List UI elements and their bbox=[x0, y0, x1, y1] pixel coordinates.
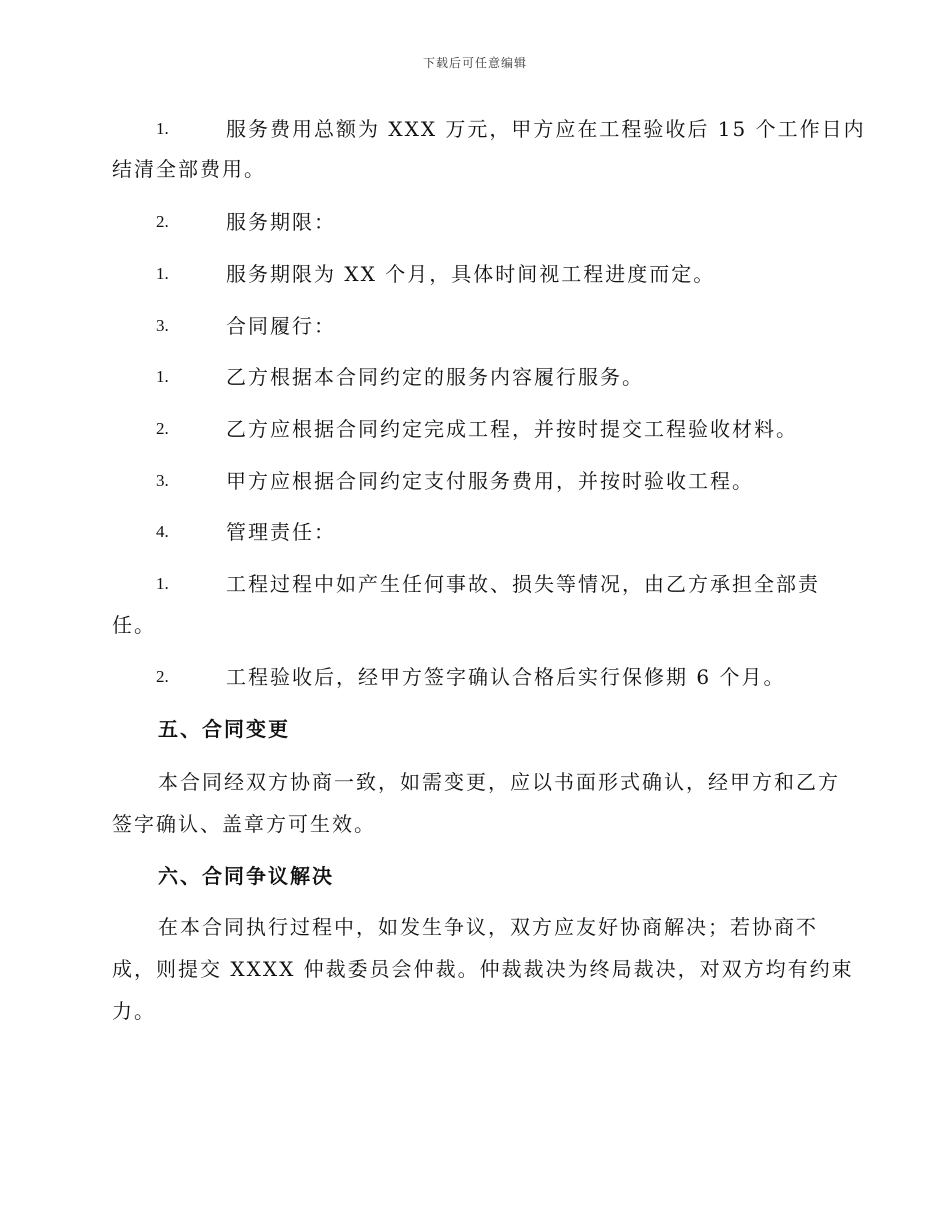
paragraph-line: 本合同经双方协商一致，如需变更，应以书面形式确认，经甲方和乙方 bbox=[158, 770, 840, 794]
section-heading: 六、合同争议解决 bbox=[158, 864, 334, 888]
list-item-continuation: 任。 bbox=[112, 613, 156, 637]
paragraph-line: 签字确认、盖章方可生效。 bbox=[112, 812, 376, 836]
list-item-number: 4. bbox=[156, 522, 169, 541]
list-item-number: 1. bbox=[156, 367, 169, 386]
list-item-number: 2. bbox=[156, 212, 169, 231]
list-item-text: 工程过程中如产生任何事故、损失等情况，由乙方承担全部责 bbox=[226, 572, 820, 596]
list-item-number: 2. bbox=[156, 667, 169, 686]
section-heading: 五、合同变更 bbox=[158, 717, 290, 741]
list-item-number: 3. bbox=[156, 471, 169, 490]
list-item-continuation: 结清全部费用。 bbox=[112, 157, 266, 181]
list-item-text: 管理责任： bbox=[226, 520, 336, 544]
list-item-text: 工程验收后，经甲方签字确认合格后实行保修期 6 个月。 bbox=[226, 665, 786, 689]
paragraph-line: 力。 bbox=[112, 999, 156, 1023]
paragraph-line: 在本合同执行过程中，如发生争议，双方应友好协商解决；若协商不 bbox=[158, 915, 818, 939]
list-item-number: 2. bbox=[156, 419, 169, 438]
list-item-text: 甲方应根据合同约定支付服务费用，并按时验收工程。 bbox=[226, 469, 754, 493]
list-item-text: 合同履行： bbox=[226, 314, 336, 338]
list-item-number: 1. bbox=[156, 264, 169, 283]
list-item-number: 1. bbox=[156, 574, 169, 593]
list-item-text: 乙方应根据合同约定完成工程，并按时提交工程验收材料。 bbox=[226, 417, 798, 441]
list-item-text: 服务期限： bbox=[226, 210, 336, 234]
list-item-number: 1. bbox=[156, 119, 169, 138]
list-item-number: 3. bbox=[156, 316, 169, 335]
page-header-note: 下载后可任意编辑 bbox=[422, 56, 527, 70]
list-item-text: 乙方根据本合同约定的服务内容履行服务。 bbox=[226, 365, 644, 389]
paragraph-line: 成，则提交 XXXX 仲裁委员会仲裁。仲裁裁决为终局裁决，对双方均有约束 bbox=[112, 957, 854, 981]
list-item-text: 服务期限为 XX 个月，具体时间视工程进度而定。 bbox=[226, 262, 716, 286]
list-item-text: 服务费用总额为 XXX 万元，甲方应在工程验收后 15 个工作日内 bbox=[226, 117, 866, 141]
